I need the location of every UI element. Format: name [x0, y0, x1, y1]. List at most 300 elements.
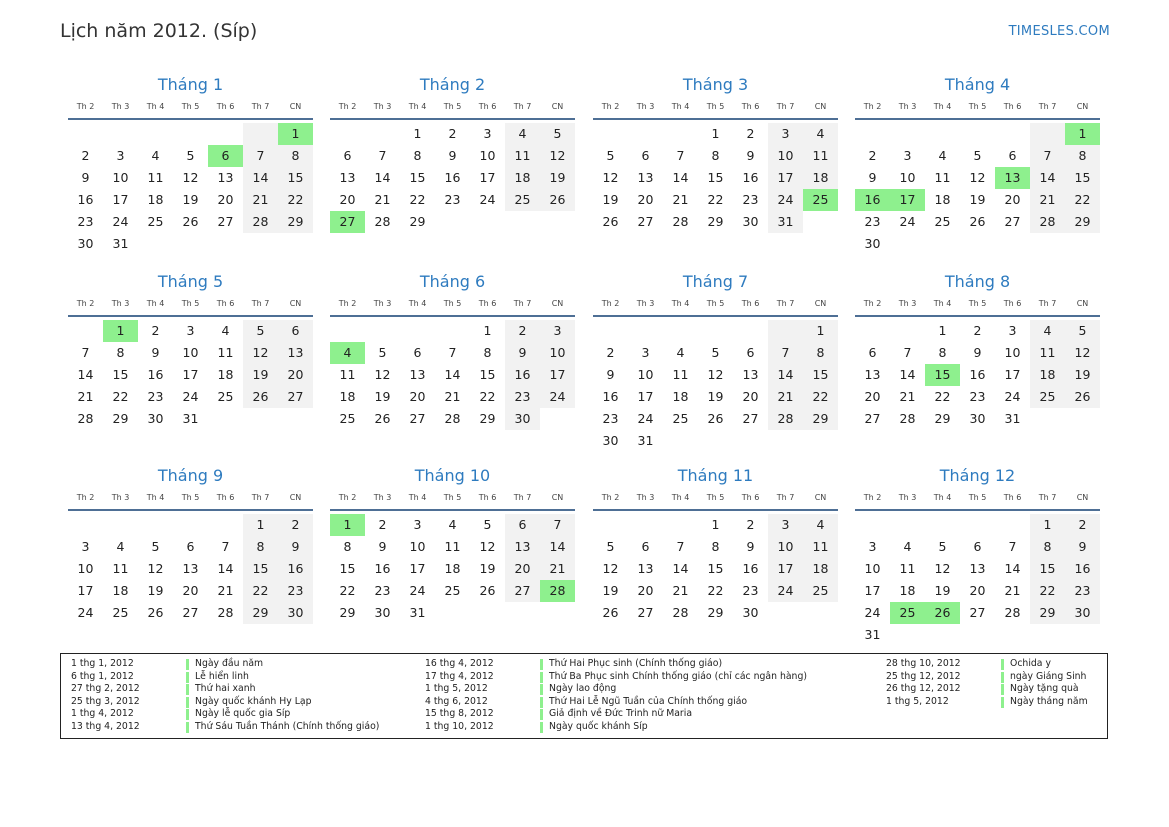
month-calendar: [68, 72, 313, 255]
day-cell: 27: [182, 605, 199, 620]
legend-holiday-name: Thứ Hai Lễ Ngũ Tuần của Chính thống giáo: [549, 695, 748, 707]
day-cell: 16: [742, 561, 759, 576]
day-cell: 22: [803, 386, 838, 408]
empty-day-cell: [855, 123, 890, 145]
holiday-day-cell: 16: [855, 189, 890, 211]
day-cell: 30: [969, 411, 986, 426]
day-cell: 1: [711, 126, 720, 141]
day-cell: 13: [339, 170, 356, 185]
day-cell: 7: [221, 539, 230, 554]
day-cell: 8: [1030, 536, 1065, 558]
holiday-day-cell: 1: [330, 514, 365, 536]
weekday-label: Th 7: [513, 102, 532, 111]
day-cell: 28: [899, 411, 916, 426]
day-cell: 30: [742, 214, 759, 229]
weekday-label: CN: [289, 299, 302, 308]
header-rule: [593, 509, 838, 511]
day-cell: 25: [444, 583, 461, 598]
legend-item: [886, 658, 1088, 671]
day-cell: 7: [1030, 145, 1065, 167]
week-row: [330, 211, 575, 233]
day-cell: 4: [221, 323, 230, 338]
day-cell: 5: [186, 148, 195, 163]
weekday-label: Th 7: [251, 102, 270, 111]
empty-day-cell: [68, 320, 103, 342]
holiday-day-cell: 25: [803, 189, 838, 211]
empty-day-cell: [698, 320, 733, 342]
day-cell: 19: [1065, 364, 1100, 386]
day-cell: 11: [112, 561, 129, 576]
weekday-label: CN: [551, 493, 564, 502]
day-cell: 25: [803, 580, 838, 602]
day-cell: 7: [903, 345, 912, 360]
day-cell: 22: [934, 389, 951, 404]
empty-day-cell: [435, 320, 470, 342]
weekday-label: Th 6: [216, 102, 235, 111]
month-calendar: [855, 72, 1100, 255]
day-cell: 9: [448, 148, 457, 163]
week-row: [68, 211, 313, 233]
day-cell: 11: [147, 170, 164, 185]
day-cell: 5: [540, 123, 575, 145]
day-cell: 4: [1030, 320, 1065, 342]
empty-day-cell: [540, 211, 575, 233]
header-rule: [855, 118, 1100, 120]
empty-day-cell: [855, 514, 890, 536]
day-cell: 23: [77, 214, 94, 229]
day-cell: 17: [768, 558, 803, 580]
weekday-label: Th 2: [76, 493, 95, 502]
legend-holiday-name: Ngày tháng năm: [1010, 695, 1088, 707]
calendar-grid: [68, 72, 1101, 652]
empty-day-cell: [208, 233, 243, 255]
week-row: [68, 233, 313, 255]
legend-item: [425, 683, 807, 696]
weekday-label: Th 3: [898, 102, 917, 111]
day-cell: 15: [479, 367, 496, 382]
week-row: [855, 386, 1100, 408]
week-row: [68, 514, 313, 536]
day-cell: 18: [672, 389, 689, 404]
week-row: [330, 189, 575, 211]
week-row: [68, 342, 313, 364]
weekday-label: Th 3: [636, 299, 655, 308]
day-cell: 27: [217, 214, 234, 229]
weekday-label: Th 2: [338, 493, 357, 502]
day-cell: 19: [147, 583, 164, 598]
week-row: [330, 558, 575, 580]
month-name: Tháng 12: [939, 466, 1016, 485]
weekday-header: [330, 489, 575, 507]
day-cell: 5: [606, 148, 615, 163]
week-row: [855, 558, 1100, 580]
weekday-header: [593, 98, 838, 116]
day-cell: 7: [676, 539, 685, 554]
day-cell: 30: [77, 236, 94, 251]
holiday-color-swatch: [186, 659, 189, 670]
weekday-label: CN: [551, 102, 564, 111]
weekday-label: Th 4: [408, 299, 427, 308]
day-cell: 8: [243, 536, 278, 558]
legend-holiday-name: ngày Giáng Sinh: [1010, 670, 1087, 682]
day-cell: 16: [444, 170, 461, 185]
day-cell: 31: [182, 411, 199, 426]
day-cell: 24: [540, 386, 575, 408]
day-cell: 13: [637, 170, 654, 185]
weekday-label: Th 3: [898, 493, 917, 502]
weekday-label: Th 4: [146, 493, 165, 502]
weekday-label: Th 4: [933, 493, 952, 502]
legend-date: 13 thg 4, 2012: [71, 720, 140, 732]
day-cell: 24: [864, 605, 881, 620]
empty-day-cell: [768, 602, 803, 624]
week-row: [593, 211, 838, 233]
header-rule: [68, 315, 313, 317]
day-cell: 12: [707, 367, 724, 382]
day-cell: 15: [112, 367, 129, 382]
legend-holiday-name: Giả định về Đức Trinh nữ Maria: [549, 708, 693, 720]
day-cell: 5: [973, 148, 982, 163]
empty-day-cell: [470, 211, 505, 233]
empty-day-cell: [540, 602, 575, 624]
day-cell: 20: [637, 583, 654, 598]
week-row: [330, 320, 575, 342]
weekday-label: Th 5: [706, 102, 725, 111]
legend-item: [425, 708, 807, 721]
day-cell: 2: [81, 148, 90, 163]
day-cell: 28: [672, 214, 689, 229]
week-row: [330, 514, 575, 536]
day-cell: 21: [243, 189, 278, 211]
day-cell: 11: [672, 367, 689, 382]
weekday-label: Th 5: [443, 493, 462, 502]
day-cell: 10: [112, 170, 129, 185]
day-cell: 8: [711, 148, 720, 163]
day-cell: 3: [483, 126, 492, 141]
day-cell: 21: [217, 583, 234, 598]
day-cell: 3: [868, 539, 877, 554]
weekday-label: Th 5: [181, 102, 200, 111]
day-cell: 3: [413, 517, 422, 532]
day-cell: 5: [483, 517, 492, 532]
header-rule: [855, 315, 1100, 317]
day-cell: 27: [1004, 214, 1021, 229]
day-cell: 1: [413, 126, 422, 141]
weekday-label: Th 3: [111, 493, 130, 502]
week-row: [68, 408, 313, 430]
day-cell: 31: [864, 627, 881, 642]
empty-day-cell: [890, 123, 925, 145]
day-cell: 21: [1004, 583, 1021, 598]
week-row: [855, 211, 1100, 233]
empty-day-cell: [208, 408, 243, 430]
day-cell: 23: [1065, 580, 1100, 602]
month-name: Tháng 2: [419, 75, 486, 94]
day-cell: 15: [803, 364, 838, 386]
header-rule: [855, 509, 1100, 511]
holiday-color-swatch: [540, 672, 543, 683]
month-name: Tháng 1: [157, 75, 224, 94]
day-cell: 28: [768, 408, 803, 430]
day-cell: 16: [1065, 558, 1100, 580]
day-cell: 6: [641, 539, 650, 554]
week-row: [330, 342, 575, 364]
empty-day-cell: [663, 320, 698, 342]
day-cell: 7: [448, 345, 457, 360]
day-cell: 8: [278, 145, 313, 167]
day-cell: 2: [378, 517, 387, 532]
legend-holiday-name: Lễ hiển linh: [195, 670, 249, 682]
legend-item: [886, 683, 1088, 696]
week-row: [68, 364, 313, 386]
day-cell: 17: [479, 170, 496, 185]
week-row: [68, 602, 313, 624]
day-cell: 18: [899, 583, 916, 598]
header-rule: [330, 315, 575, 317]
day-cell: 3: [768, 514, 803, 536]
legend-date: 6 thg 1, 2012: [71, 670, 134, 682]
weekday-label: Th 3: [636, 493, 655, 502]
day-cell: 5: [606, 539, 615, 554]
day-cell: 20: [742, 389, 759, 404]
day-cell: 5: [1065, 320, 1100, 342]
day-cell: 25: [147, 214, 164, 229]
weekday-header: [68, 489, 313, 507]
empty-day-cell: [890, 233, 925, 255]
weekday-label: Th 2: [601, 299, 620, 308]
week-row: [593, 536, 838, 558]
month-name: Tháng 5: [157, 272, 224, 291]
day-cell: 4: [803, 123, 838, 145]
day-cell: 24: [768, 580, 803, 602]
empty-day-cell: [103, 123, 138, 145]
week-row: [330, 602, 575, 624]
legend-item: [886, 696, 1088, 709]
day-cell: 16: [505, 364, 540, 386]
day-cell: 3: [903, 148, 912, 163]
day-cell: 26: [602, 605, 619, 620]
empty-day-cell: [435, 602, 470, 624]
week-row: [593, 386, 838, 408]
holiday-day-cell: 1: [103, 320, 138, 342]
empty-day-cell: [593, 320, 628, 342]
legend-date: 1 thg 4, 2012: [71, 708, 134, 720]
site-link[interactable]: TIMESLES.COM: [1008, 24, 1110, 39]
week-row: [593, 145, 838, 167]
day-cell: 21: [77, 389, 94, 404]
week-row: [330, 386, 575, 408]
empty-day-cell: [803, 602, 838, 624]
weekday-label: Th 4: [671, 493, 690, 502]
empty-day-cell: [1030, 233, 1065, 255]
day-cell: 22: [339, 583, 356, 598]
header-rule: [330, 509, 575, 511]
day-cell: 7: [540, 514, 575, 536]
day-cell: 18: [803, 167, 838, 189]
week-row: [68, 320, 313, 342]
day-cell: 17: [768, 167, 803, 189]
day-cell: 29: [707, 214, 724, 229]
empty-day-cell: [173, 233, 208, 255]
day-cell: 9: [278, 536, 313, 558]
weekday-label: Th 2: [338, 102, 357, 111]
header-rule: [593, 118, 838, 120]
day-cell: 12: [602, 561, 619, 576]
weekday-label: CN: [814, 299, 827, 308]
day-cell: 14: [672, 170, 689, 185]
day-cell: 20: [864, 389, 881, 404]
empty-day-cell: [960, 514, 995, 536]
week-row: [855, 602, 1100, 624]
holiday-color-swatch: [186, 697, 189, 708]
day-cell: 23: [147, 389, 164, 404]
day-cell: 18: [444, 561, 461, 576]
holiday-color-swatch: [540, 722, 543, 733]
legend-holiday-name: Thứ hai xanh: [195, 683, 256, 695]
day-cell: 29: [112, 411, 129, 426]
day-cell: 13: [637, 561, 654, 576]
empty-day-cell: [540, 408, 575, 430]
holiday-color-swatch: [186, 684, 189, 695]
month-calendar: [330, 463, 575, 624]
weekday-label: Th 3: [111, 102, 130, 111]
day-cell: 14: [1030, 167, 1065, 189]
empty-day-cell: [925, 624, 960, 646]
weekday-label: Th 7: [513, 493, 532, 502]
weekday-label: Th 3: [111, 299, 130, 308]
month-calendar: [330, 72, 575, 233]
day-cell: 13: [742, 367, 759, 382]
day-cell: 2: [746, 517, 755, 532]
day-cell: 8: [938, 345, 947, 360]
week-row: [68, 189, 313, 211]
month-name: Tháng 8: [944, 272, 1011, 291]
week-row: [593, 123, 838, 145]
day-cell: 23: [278, 580, 313, 602]
day-cell: 27: [864, 411, 881, 426]
day-cell: 12: [540, 145, 575, 167]
legend-date: 25 thg 3, 2012: [71, 695, 140, 707]
weekday-label: Th 2: [76, 299, 95, 308]
weekday-label: Th 2: [601, 102, 620, 111]
day-cell: 11: [934, 170, 951, 185]
day-cell: 9: [151, 345, 160, 360]
empty-day-cell: [173, 514, 208, 536]
month-name: Tháng 10: [414, 466, 491, 485]
legend-item: [425, 671, 807, 684]
day-cell: 17: [182, 367, 199, 382]
legend-item: [71, 721, 379, 734]
day-cell: 31: [112, 236, 129, 251]
empty-day-cell: [995, 233, 1030, 255]
day-cell: 1: [483, 323, 492, 338]
month-name: Tháng 4: [944, 75, 1011, 94]
empty-day-cell: [733, 430, 768, 452]
day-cell: 18: [505, 167, 540, 189]
weekday-label: Th 6: [741, 299, 760, 308]
week-row: [855, 167, 1100, 189]
empty-day-cell: [768, 320, 803, 342]
day-cell: 16: [602, 389, 619, 404]
holiday-color-swatch: [540, 709, 543, 720]
weekday-header: [68, 98, 313, 116]
empty-day-cell: [505, 211, 540, 233]
day-cell: 19: [707, 389, 724, 404]
weekday-label: Th 5: [181, 493, 200, 502]
weekday-label: Th 4: [671, 102, 690, 111]
day-cell: 6: [343, 148, 352, 163]
empty-day-cell: [330, 123, 365, 145]
day-cell: 12: [374, 367, 391, 382]
day-cell: 15: [707, 561, 724, 576]
empty-day-cell: [960, 123, 995, 145]
day-cell: 6: [413, 345, 422, 360]
day-cell: 11: [803, 145, 838, 167]
day-cell: 28: [243, 211, 278, 233]
day-cell: 12: [969, 170, 986, 185]
legend-holiday-name: Ngày quốc khánh Síp: [549, 720, 648, 732]
day-cell: 16: [278, 558, 313, 580]
day-cell: 2: [606, 345, 615, 360]
day-cell: 26: [707, 411, 724, 426]
week-row: [593, 320, 838, 342]
weekday-label: Th 7: [776, 299, 795, 308]
day-cell: 25: [339, 411, 356, 426]
day-cell: 6: [641, 148, 650, 163]
day-cell: 15: [1065, 167, 1100, 189]
day-cell: 17: [112, 192, 129, 207]
day-cell: 27: [969, 605, 986, 620]
day-cell: 11: [899, 561, 916, 576]
day-cell: 23: [742, 583, 759, 598]
week-row: [855, 624, 1100, 646]
week-row: [68, 558, 313, 580]
day-cell: 16: [969, 367, 986, 382]
day-cell: 4: [448, 517, 457, 532]
empty-day-cell: [138, 233, 173, 255]
weekday-header: [855, 489, 1100, 507]
holiday-color-swatch: [186, 722, 189, 733]
day-cell: 15: [278, 167, 313, 189]
day-cell: 15: [409, 170, 426, 185]
day-cell: 11: [505, 145, 540, 167]
legend-column: [71, 658, 379, 734]
week-row: [593, 558, 838, 580]
day-cell: 3: [81, 539, 90, 554]
day-cell: 20: [217, 192, 234, 207]
empty-day-cell: [995, 624, 1030, 646]
day-cell: 26: [243, 386, 278, 408]
day-cell: 27: [637, 214, 654, 229]
day-cell: 27: [742, 411, 759, 426]
day-cell: 26: [1065, 386, 1100, 408]
day-cell: 30: [147, 411, 164, 426]
legend-holiday-name: Ngày đầu năm: [195, 658, 264, 669]
week-row: [68, 386, 313, 408]
day-cell: 25: [217, 389, 234, 404]
week-row: [330, 145, 575, 167]
weekday-label: Th 5: [968, 102, 987, 111]
weekday-label: Th 4: [933, 102, 952, 111]
day-cell: 2: [746, 126, 755, 141]
day-cell: 14: [243, 167, 278, 189]
weekday-label: Th 5: [706, 299, 725, 308]
legend-date: 27 thg 2, 2012: [71, 683, 140, 695]
holiday-day-cell: 27: [330, 211, 365, 233]
legend-item: [71, 658, 379, 671]
weekday-label: Th 5: [706, 493, 725, 502]
day-cell: 5: [711, 345, 720, 360]
